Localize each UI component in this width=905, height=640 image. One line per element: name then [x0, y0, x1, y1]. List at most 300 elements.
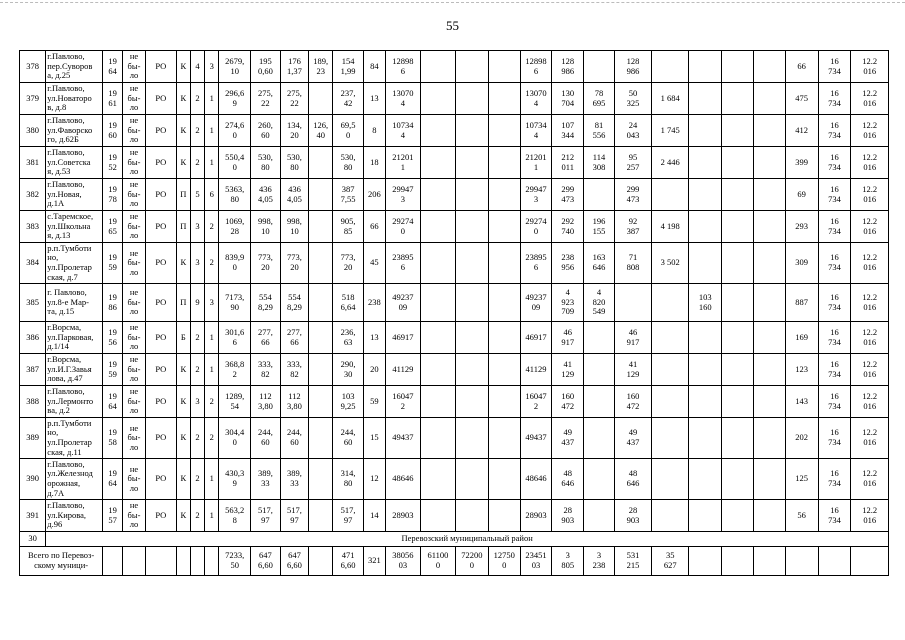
- cell-pn: не бы- ло: [122, 322, 145, 354]
- cell-addr: с.Таремское, ул.Школьна я, д.13: [46, 211, 103, 243]
- cell-mat: К: [176, 386, 190, 418]
- cell-p6: [584, 179, 615, 211]
- cell-type: РО: [145, 386, 176, 418]
- cell-x2: [753, 386, 785, 418]
- cell-a4: [309, 322, 333, 354]
- cell-year: 19 64: [103, 386, 123, 418]
- cell-x2: [753, 147, 785, 179]
- cell-year: 19 65: [103, 211, 123, 243]
- cell-a5: 236, 63: [333, 322, 364, 354]
- total-cell-a4: [309, 547, 333, 576]
- cell-p7: 160 472: [614, 386, 651, 418]
- cell-fl: 3: [190, 211, 204, 243]
- cell-fl: 2: [190, 322, 204, 354]
- cell-a3: 436 4,05: [280, 179, 308, 211]
- cell-a5: 905, 85: [333, 211, 364, 243]
- cell-u: 16 734: [818, 243, 851, 284]
- cell-n: 380: [20, 115, 46, 147]
- cell-tot: 46917: [385, 322, 420, 354]
- table-row: [20, 179, 889, 211]
- cell-u: 16 734: [818, 211, 851, 243]
- cell-a5: 518 6,64: [333, 284, 364, 322]
- cell-type: РО: [145, 354, 176, 386]
- cell-p6: 4 820 549: [584, 284, 615, 322]
- cell-p4: 48646: [520, 459, 552, 500]
- cell-mat: К: [176, 459, 190, 500]
- total-cell-p4: 23451 03: [520, 547, 552, 576]
- cell-p5: 292 740: [552, 211, 584, 243]
- cell-a3: 134, 20: [280, 115, 308, 147]
- cell-a2: 389, 33: [251, 459, 281, 500]
- cell-p8: 3 502: [652, 243, 689, 284]
- cell-pn: не бы- ло: [122, 51, 145, 83]
- table-body: [20, 51, 889, 576]
- cell-p7: 24 043: [614, 115, 651, 147]
- cell-en: 1: [205, 83, 219, 115]
- cell-p2: [455, 211, 488, 243]
- cell-p6: 81 556: [584, 115, 615, 147]
- cell-en: 1: [205, 500, 219, 532]
- cell-a1: 304,4 0: [219, 418, 251, 459]
- cell-fl: 2: [190, 459, 204, 500]
- cell-x1: [722, 243, 754, 284]
- cell-x2: [753, 418, 785, 459]
- cell-p2: [455, 284, 488, 322]
- cell-a2: 517, 97: [251, 500, 281, 532]
- cell-a1: 563,2 8: [219, 500, 251, 532]
- cell-p4: 12898 6: [520, 51, 552, 83]
- cell-mat: К: [176, 354, 190, 386]
- cell-year: 19 61: [103, 83, 123, 115]
- table-row: [20, 459, 889, 500]
- cell-tot: 23895 6: [385, 243, 420, 284]
- cell-a3: 333, 82: [280, 354, 308, 386]
- cell-p5: 238 956: [552, 243, 584, 284]
- cell-a3: 277, 66: [280, 322, 308, 354]
- cell-d: 12.2 016: [851, 51, 889, 83]
- cell-p9: [689, 147, 722, 179]
- cell-pn: не бы- ло: [122, 500, 145, 532]
- cell-p9: [689, 243, 722, 284]
- cell-addr: р.п.Тумботи но, ул.Пролетар ская, д.11: [46, 418, 103, 459]
- cell-p5: 107 344: [552, 115, 584, 147]
- cell-x1: [722, 51, 754, 83]
- cell-x2: [753, 243, 785, 284]
- cell-p3: [488, 83, 520, 115]
- cell-a2: 333, 82: [251, 354, 281, 386]
- cell-addr: г.Павлово, ул.Новая, д.1А: [46, 179, 103, 211]
- cell-a1: 2679, 10: [219, 51, 251, 83]
- total-cell-a1: 7233, 50: [219, 547, 251, 576]
- section-title: Перевозский муниципальный район: [46, 532, 889, 547]
- cell-n: 389: [20, 418, 46, 459]
- cell-tot: 49237 09: [385, 284, 420, 322]
- cell-addr: г.Павлово, ул.Фаворско го, д.62Б: [46, 115, 103, 147]
- cell-p5: 4 923 709: [552, 284, 584, 322]
- cell-type: РО: [145, 51, 176, 83]
- cell-res: 84: [363, 51, 385, 83]
- cell-tot: 13070 4: [385, 83, 420, 115]
- cell-p9: [689, 459, 722, 500]
- cell-ph: 887: [785, 284, 818, 322]
- cell-p2: [455, 386, 488, 418]
- cell-u: 16 734: [818, 322, 851, 354]
- cell-tot: 12898 6: [385, 51, 420, 83]
- cell-a4: [309, 211, 333, 243]
- cell-x1: [722, 179, 754, 211]
- page-number: 55: [446, 18, 459, 33]
- cell-a1: 274,6 0: [219, 115, 251, 147]
- cell-p9: [689, 179, 722, 211]
- cell-fl: 2: [190, 115, 204, 147]
- cell-n: 384: [20, 243, 46, 284]
- cell-tot: 48646: [385, 459, 420, 500]
- cell-year: 19 58: [103, 418, 123, 459]
- cell-p5: 128 986: [552, 51, 584, 83]
- cell-a1: 839,9 0: [219, 243, 251, 284]
- cell-d: 12.2 016: [851, 179, 889, 211]
- cell-u: 16 734: [818, 354, 851, 386]
- cell-n: 383: [20, 211, 46, 243]
- cell-year: 19 52: [103, 147, 123, 179]
- cell-ph: 125: [785, 459, 818, 500]
- cell-fl: 2: [190, 500, 204, 532]
- cell-mat: К: [176, 500, 190, 532]
- cell-pn: не бы- ло: [122, 354, 145, 386]
- cell-p7: 128 986: [614, 51, 651, 83]
- cell-type: РО: [145, 418, 176, 459]
- cell-p6: [584, 459, 615, 500]
- cell-p5: 299 473: [552, 179, 584, 211]
- cell-p6: 196 155: [584, 211, 615, 243]
- cell-p2: [455, 322, 488, 354]
- cell-p4: 16047 2: [520, 386, 552, 418]
- cell-pn: не бы- ло: [122, 459, 145, 500]
- cell-a2: 112 3,80: [251, 386, 281, 418]
- cell-x1: [722, 147, 754, 179]
- cell-p3: [488, 243, 520, 284]
- cell-n: 391: [20, 500, 46, 532]
- cell-en: 1: [205, 322, 219, 354]
- cell-p2: [455, 354, 488, 386]
- cell-fl: 5: [190, 179, 204, 211]
- cell-a5: 244, 60: [333, 418, 364, 459]
- cell-en: 2: [205, 386, 219, 418]
- cell-a2: 998, 10: [251, 211, 281, 243]
- cell-a3: 554 8,29: [280, 284, 308, 322]
- cell-res: 59: [363, 386, 385, 418]
- cell-a5: 387 7,55: [333, 179, 364, 211]
- cell-pn: не бы- ло: [122, 179, 145, 211]
- cell-p5: 48 646: [552, 459, 584, 500]
- total-cell-a3: 647 6,60: [280, 547, 308, 576]
- total-cell-d: [851, 547, 889, 576]
- cell-p6: 78 695: [584, 83, 615, 115]
- cell-en: 1: [205, 147, 219, 179]
- cell-p9: [689, 51, 722, 83]
- cell-p8: [652, 51, 689, 83]
- cell-p7: 299 473: [614, 179, 651, 211]
- cell-u: 16 734: [818, 500, 851, 532]
- cell-fl: 2: [190, 83, 204, 115]
- total-cell-p5: 3 805: [552, 547, 584, 576]
- cell-en: 1: [205, 115, 219, 147]
- cell-pn: не бы- ло: [122, 284, 145, 322]
- cell-a3: 389, 33: [280, 459, 308, 500]
- cell-ph: 56: [785, 500, 818, 532]
- cell-p6: [584, 322, 615, 354]
- cell-addr: г.Павлово, ул.Железнод орожная, д.7А: [46, 459, 103, 500]
- cell-p6: [584, 51, 615, 83]
- cell-p8: 1 745: [652, 115, 689, 147]
- cell-u: 16 734: [818, 147, 851, 179]
- cell-a4: [309, 83, 333, 115]
- cell-ph: 475: [785, 83, 818, 115]
- cell-u: 16 734: [818, 115, 851, 147]
- cell-p3: [488, 322, 520, 354]
- cell-a2: 244, 60: [251, 418, 281, 459]
- cell-u: 16 734: [818, 459, 851, 500]
- total-cell-x2: [753, 547, 785, 576]
- cell-p8: [652, 459, 689, 500]
- cell-p8: [652, 179, 689, 211]
- cell-mat: К: [176, 51, 190, 83]
- cell-p5: 46 917: [552, 322, 584, 354]
- total-cell-year: [103, 547, 123, 576]
- cell-p8: [652, 322, 689, 354]
- cell-type: РО: [145, 322, 176, 354]
- cell-type: РО: [145, 115, 176, 147]
- cell-addr: г.Павлово, ул.Лермонто ва, д.2: [46, 386, 103, 418]
- cell-p1: [420, 322, 455, 354]
- cell-ph: 66: [785, 51, 818, 83]
- cell-a5: 69,5 0: [333, 115, 364, 147]
- cell-x2: [753, 284, 785, 322]
- total-cell-pn: [122, 547, 145, 576]
- cell-u: 16 734: [818, 83, 851, 115]
- total-label: Всего по Перевоз- скому муници-: [20, 547, 103, 576]
- cell-p3: [488, 418, 520, 459]
- cell-p3: [488, 284, 520, 322]
- cell-d: 12.2 016: [851, 147, 889, 179]
- cell-x1: [722, 322, 754, 354]
- cell-p5: 160 472: [552, 386, 584, 418]
- cell-x2: [753, 459, 785, 500]
- cell-p1: [420, 211, 455, 243]
- cell-a5: 517, 97: [333, 500, 364, 532]
- cell-p3: [488, 179, 520, 211]
- cell-en: 1: [205, 354, 219, 386]
- cell-n: 382: [20, 179, 46, 211]
- cell-res: 20: [363, 354, 385, 386]
- cell-p3: [488, 211, 520, 243]
- cell-ph: 169: [785, 322, 818, 354]
- total-cell-p2: 72200 0: [455, 547, 488, 576]
- cell-p4: 23895 6: [520, 243, 552, 284]
- cell-p9: 103 160: [689, 284, 722, 322]
- cell-p6: 163 646: [584, 243, 615, 284]
- cell-x2: [753, 354, 785, 386]
- cell-type: РО: [145, 147, 176, 179]
- cell-res: 12: [363, 459, 385, 500]
- cell-mat: К: [176, 147, 190, 179]
- cell-en: 6: [205, 179, 219, 211]
- cell-p4: 49237 09: [520, 284, 552, 322]
- cell-u: 16 734: [818, 418, 851, 459]
- cell-u: 16 734: [818, 284, 851, 322]
- cell-tot: 16047 2: [385, 386, 420, 418]
- cell-d: 12.2 016: [851, 500, 889, 532]
- cell-p7: 41 129: [614, 354, 651, 386]
- cell-a1: 550,4 0: [219, 147, 251, 179]
- table-row: [20, 354, 889, 386]
- cell-p4: 49437: [520, 418, 552, 459]
- cell-a2: 195 0,60: [251, 51, 281, 83]
- table-row: [20, 386, 889, 418]
- table-row: [20, 322, 889, 354]
- cell-p1: [420, 459, 455, 500]
- cell-addr: г. Павлово, ул.8-е Мар- та, д.15: [46, 284, 103, 322]
- cell-addr: г.Ворсма, ул.И.Г.Завья лова, д.47: [46, 354, 103, 386]
- cell-x2: [753, 211, 785, 243]
- cell-en: 2: [205, 243, 219, 284]
- cell-ph: 69: [785, 179, 818, 211]
- cell-p9: [689, 354, 722, 386]
- cell-u: 16 734: [818, 179, 851, 211]
- cell-p5: 212 011: [552, 147, 584, 179]
- cell-pn: не бы- ло: [122, 211, 145, 243]
- cell-type: РО: [145, 243, 176, 284]
- cell-a4: [309, 459, 333, 500]
- cell-year: 19 64: [103, 459, 123, 500]
- cell-d: 12.2 016: [851, 243, 889, 284]
- total-cell-res: 321: [363, 547, 385, 576]
- total-cell-a5: 471 6,60: [333, 547, 364, 576]
- cell-a2: 530, 80: [251, 147, 281, 179]
- cell-p5: 49 437: [552, 418, 584, 459]
- cell-a4: [309, 418, 333, 459]
- cell-p8: [652, 354, 689, 386]
- cell-res: 18: [363, 147, 385, 179]
- cell-p6: [584, 386, 615, 418]
- cell-en: 3: [205, 284, 219, 322]
- cell-p8: [652, 500, 689, 532]
- cell-p7: 48 646: [614, 459, 651, 500]
- total-row: [20, 547, 889, 576]
- cell-x2: [753, 83, 785, 115]
- cell-x1: [722, 386, 754, 418]
- cell-a5: 103 9,25: [333, 386, 364, 418]
- cell-res: 66: [363, 211, 385, 243]
- cell-a4: [309, 284, 333, 322]
- cell-a2: 260, 60: [251, 115, 281, 147]
- cell-p2: [455, 459, 488, 500]
- cell-mat: П: [176, 211, 190, 243]
- cell-addr: г.Павлово, ул.Новаторо в, д.8: [46, 83, 103, 115]
- cell-a1: 7173, 90: [219, 284, 251, 322]
- cell-n: 381: [20, 147, 46, 179]
- cell-pn: не бы- ло: [122, 83, 145, 115]
- total-cell-p3: 12750 0: [488, 547, 520, 576]
- cell-p3: [488, 115, 520, 147]
- cell-p4: 29274 0: [520, 211, 552, 243]
- cell-x1: [722, 211, 754, 243]
- cell-p3: [488, 500, 520, 532]
- table-row: [20, 284, 889, 322]
- cell-a3: 530, 80: [280, 147, 308, 179]
- cell-res: 13: [363, 83, 385, 115]
- cell-a1: 1289, 54: [219, 386, 251, 418]
- cell-tot: 21201 1: [385, 147, 420, 179]
- cell-mat: К: [176, 115, 190, 147]
- cell-x2: [753, 51, 785, 83]
- cell-x1: [722, 115, 754, 147]
- cell-p3: [488, 354, 520, 386]
- cell-a1: 368,8 2: [219, 354, 251, 386]
- cell-en: 2: [205, 418, 219, 459]
- cell-a4: 126, 40: [309, 115, 333, 147]
- cell-u: 16 734: [818, 386, 851, 418]
- total-cell-mat: [176, 547, 190, 576]
- cell-year: 19 86: [103, 284, 123, 322]
- cell-p1: [420, 354, 455, 386]
- cell-p8: 4 198: [652, 211, 689, 243]
- cell-a2: 554 8,29: [251, 284, 281, 322]
- cell-d: 12.2 016: [851, 83, 889, 115]
- cell-p4: 13070 4: [520, 83, 552, 115]
- cell-d: 12.2 016: [851, 322, 889, 354]
- cell-n: 388: [20, 386, 46, 418]
- cell-x2: [753, 500, 785, 532]
- cell-addr: р.п.Тумботи но, ул.Пролетар ская, д.7: [46, 243, 103, 284]
- cell-p9: [689, 418, 722, 459]
- cell-tot: 49437: [385, 418, 420, 459]
- cell-a5: 237, 42: [333, 83, 364, 115]
- cell-x2: [753, 322, 785, 354]
- cell-n: 387: [20, 354, 46, 386]
- total-cell-p7: 531 215: [614, 547, 651, 576]
- total-cell-p1: 61100 0: [420, 547, 455, 576]
- cell-p8: [652, 386, 689, 418]
- cell-x2: [753, 115, 785, 147]
- cell-a3: 773, 20: [280, 243, 308, 284]
- cell-d: 12.2 016: [851, 418, 889, 459]
- cell-a4: [309, 386, 333, 418]
- cell-p1: [420, 284, 455, 322]
- cell-d: 12.2 016: [851, 115, 889, 147]
- cell-res: 8: [363, 115, 385, 147]
- cell-p9: [689, 500, 722, 532]
- section-number: 30: [20, 532, 46, 547]
- cell-year: 19 59: [103, 354, 123, 386]
- cell-p2: [455, 51, 488, 83]
- cell-a2: 275, 22: [251, 83, 281, 115]
- cell-a2: 436 4,05: [251, 179, 281, 211]
- cell-addr: г.Ворсма, ул.Парковая, д.1/14: [46, 322, 103, 354]
- total-cell-a2: 647 6,60: [251, 547, 281, 576]
- cell-p3: [488, 51, 520, 83]
- cell-year: 19 59: [103, 243, 123, 284]
- cell-p7: 71 808: [614, 243, 651, 284]
- cell-p1: [420, 179, 455, 211]
- cell-p7: [614, 284, 651, 322]
- cell-a3: 275, 22: [280, 83, 308, 115]
- cell-a3: 176 1,37: [280, 51, 308, 83]
- cell-p2: [455, 179, 488, 211]
- section-row: [20, 532, 889, 547]
- cell-p1: [420, 51, 455, 83]
- cell-p9: [689, 386, 722, 418]
